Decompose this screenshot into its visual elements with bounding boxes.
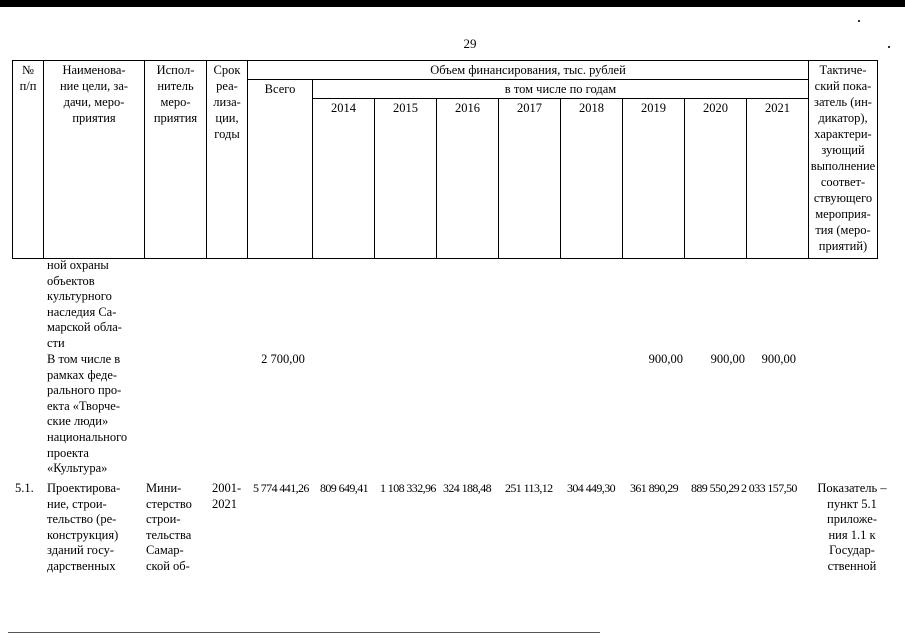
page-number: 29 [463,36,477,51]
row-5-1-2019: 361 890,29 [630,481,679,495]
row-federal-project-2021: 900,00 [761,352,796,366]
row-5-1-term: 2001- 2021 [212,481,242,511]
scan-speck [858,20,860,22]
row-5-1-total: 5 774 441,26 [253,481,309,495]
row-5-1-2020: 889 550,29 [691,481,740,495]
header-activity-name: Наименова- ние цели, за- дачи, меро- приятия [44,61,145,259]
header-executor: Испол- нитель меро- приятия [145,61,207,259]
row-5-1-2021: 2 033 157,50 [741,481,797,495]
row-5-1-2016: 324 188,48 [443,481,492,495]
row-federal-project-2020: 900,00 [710,352,745,366]
row-5-1-executor: Мини- стерство строи- тельства Самар- ской об- [146,481,192,573]
bottom-rule [8,632,600,633]
header-total: Всего [248,80,313,259]
header-row-number: № п/п [13,61,44,259]
row-federal-project-2019: 900,00 [648,352,683,366]
header-year-2018: 2018 [561,99,623,259]
header-year-2014: 2014 [313,99,375,259]
row-5-1-indicator: Показатель – пункт 5.1 приложе- ния 1.1 к Государ- ственной [817,481,887,573]
header-year-2016: 2016 [437,99,499,259]
header-year-2020: 2020 [685,99,747,259]
header-year-2021: 2021 [747,99,809,259]
row-5-1-2015: 1 108 332,96 [380,481,436,495]
row-continuation-name: ной охраны объектов культурного наследия Са- марской обла- сти [47,258,122,350]
header-year-2019: 2019 [623,99,685,259]
row-5-1-2018: 304 449,30 [567,481,616,495]
header-indicator: Тактиче- ский пока- затель (ин- дикатор), характери- зующий выполнение соответ- ствующего мероприя- тия (меро- приятий) [809,61,878,259]
funding-table-header [12,60,878,259]
row-5-1-number: 5.1. [15,481,34,495]
header-year-2015: 2015 [375,99,437,259]
header-year-2017: 2017 [499,99,561,259]
header-term: Срок реа- лиза- ции, годы [207,61,248,259]
row-5-1-2014: 809 649,41 [320,481,369,495]
row-5-1-2017: 251 113,12 [505,481,553,495]
row-5-1-name: Проектирова- ние, строи- тельство (ре- конструкция) зданий госу- дарственных [47,481,121,573]
scan-speck [888,46,890,48]
header-by-years: в том числе по годам [313,80,809,99]
row-federal-project-total: 2 700,00 [261,352,305,366]
header-funding-volume: Объем финансирования, тыс. рублей [248,61,809,80]
row-federal-project-name: В том числе в рамках феде- рального про- екта «Творче- ские люди» национального проекта «Культура» [47,352,128,476]
top-border-bar [0,0,905,7]
